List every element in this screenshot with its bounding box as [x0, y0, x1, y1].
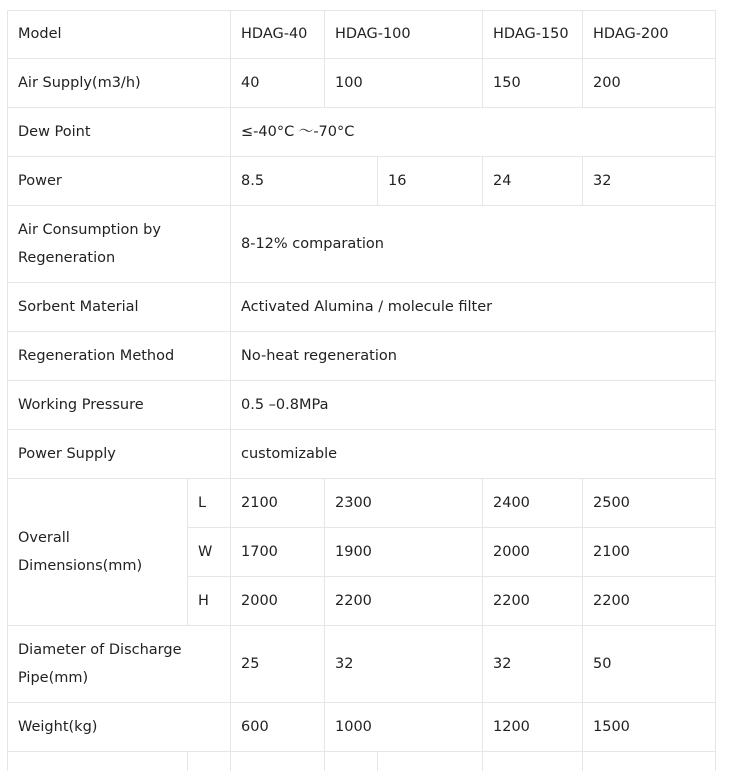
discharge-pipe-value: 50: [593, 656, 612, 672]
column-divider: [377, 751, 378, 771]
air-consumption-label-line1: Air Consumption by: [18, 222, 161, 238]
dimensions-label-line1: Overall: [18, 530, 70, 546]
sorbent-value: Activated Alumina / molecule filter: [241, 299, 493, 315]
dimension-value: 2500: [593, 495, 630, 511]
weight-label: Weight(kg): [18, 719, 98, 735]
air-supply-value: 150: [493, 75, 521, 91]
dimension-value: 2000: [241, 593, 278, 609]
model-hdag-150: HDAG-150: [493, 26, 569, 42]
dimension-value: 2200: [493, 593, 530, 609]
dimension-value: 2200: [593, 593, 630, 609]
air-supply-label: Air Supply(m3/h): [18, 75, 141, 91]
model-hdag-100: HDAG-100: [335, 26, 411, 42]
dimensions-label: [7, 479, 187, 625]
air-supply-value: 40: [241, 75, 260, 91]
discharge-pipe-value: 25: [241, 656, 260, 672]
column-divider: [715, 10, 716, 771]
power-supply-label: Power Supply: [18, 446, 116, 462]
dimension-value: 2100: [593, 544, 630, 560]
discharge-pipe-label: [7, 626, 230, 702]
discharge-pipe-value: 32: [335, 656, 354, 672]
row-divider: [7, 751, 716, 752]
model-hdag-40: HDAG-40: [241, 26, 308, 42]
power-value: 8.5: [241, 173, 265, 189]
power-value: 32: [593, 173, 612, 189]
sorbent-label: Sorbent Material: [18, 299, 139, 315]
air-consumption-value: 8-12% comparation: [241, 236, 384, 252]
dimensions-label-line2: Dimensions(mm): [18, 558, 143, 574]
discharge-pipe-value: 32: [493, 656, 512, 672]
dimension-value: 1700: [241, 544, 278, 560]
power-supply-value: customizable: [241, 446, 338, 462]
air-consumption-label-line2: Regeneration: [18, 250, 116, 266]
power-value: 24: [493, 173, 512, 189]
weight-value: 1200: [493, 719, 530, 735]
dimension-value: 2300: [335, 495, 372, 511]
pressure-value: 0.5 –0.8MPa: [241, 397, 329, 413]
dimension-value: 2200: [335, 593, 372, 609]
column-divider: [187, 751, 188, 771]
dimension-axis-l: L: [198, 495, 207, 511]
air-consumption-label: [7, 206, 230, 282]
weight-value: 1000: [335, 719, 372, 735]
dew-point-value: ≤-40°C ～-70°C: [241, 124, 355, 140]
dimension-axis-w: W: [198, 544, 213, 560]
dew-point-label: Dew Point: [18, 124, 91, 140]
air-supply-value: 100: [335, 75, 363, 91]
power-label: Power: [18, 173, 62, 189]
air-supply-value: 200: [593, 75, 621, 91]
discharge-pipe-label-line1: Diameter of Discharge: [18, 642, 182, 658]
model-hdag-200: HDAG-200: [593, 26, 669, 42]
weight-value: 1500: [593, 719, 630, 735]
dimension-value: 2000: [493, 544, 530, 560]
dimension-axis-h: H: [198, 593, 209, 609]
weight-value: 600: [241, 719, 269, 735]
dimension-value: 2100: [241, 495, 278, 511]
dimension-value: 2400: [493, 495, 530, 511]
pressure-label: Working Pressure: [18, 397, 144, 413]
regeneration-label: Regeneration Method: [18, 348, 175, 364]
dimension-value: 1900: [335, 544, 372, 560]
power-value: 16: [388, 173, 407, 189]
discharge-pipe-label-line2: Pipe(mm): [18, 670, 89, 686]
regeneration-value: No-heat regeneration: [241, 348, 397, 364]
header-label: Model: [18, 26, 62, 42]
